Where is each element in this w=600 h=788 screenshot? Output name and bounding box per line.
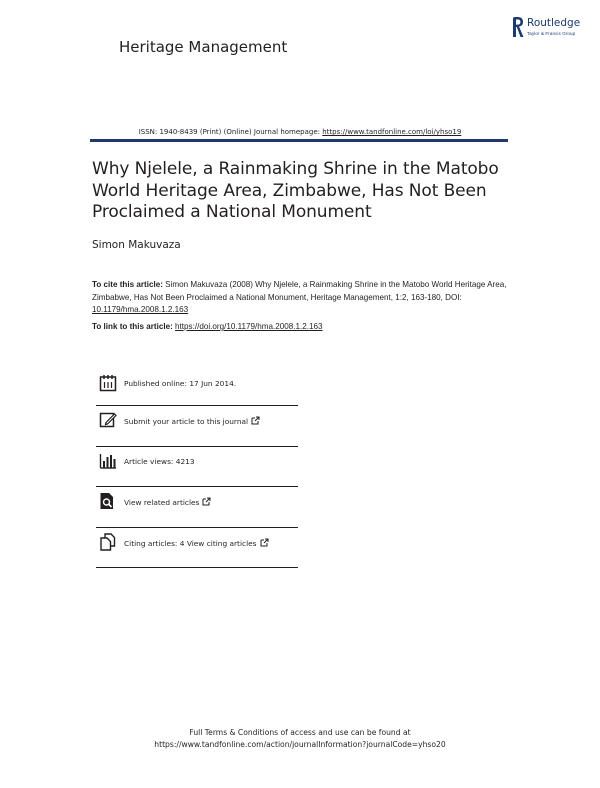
header-rule bbox=[90, 139, 508, 142]
footer-terms-url[interactable]: https://www.tandfonline.com/action/journalInformation?journalCode=yhso20 bbox=[154, 740, 446, 749]
search-document-icon bbox=[99, 492, 117, 510]
routledge-r-icon bbox=[511, 16, 525, 38]
external-link-icon bbox=[251, 416, 260, 425]
published-online-label: Published online: 17 Jun 2014. bbox=[124, 379, 237, 388]
link-label: To link to this article: bbox=[92, 322, 176, 331]
external-link-icon bbox=[202, 497, 211, 506]
related-articles-link[interactable]: View related articles bbox=[124, 497, 211, 507]
divider bbox=[96, 527, 298, 528]
article-doi-url[interactable]: https://doi.org/10.1179/hma.2008.1.2.163 bbox=[175, 322, 323, 331]
routledge-logo[interactable] bbox=[511, 16, 591, 42]
article-views-label: Article views: 4213 bbox=[124, 457, 195, 466]
divider bbox=[96, 567, 298, 568]
calendar-icon bbox=[99, 374, 117, 392]
divider bbox=[96, 405, 298, 406]
citation-block bbox=[92, 279, 512, 317]
journal-homepage-link[interactable]: https://www.tandfonline.com/loi/yhso19 bbox=[322, 128, 462, 136]
related-articles-row[interactable] bbox=[96, 492, 298, 532]
edit-submit-icon bbox=[99, 411, 117, 429]
bar-chart-icon bbox=[99, 452, 117, 470]
article-author: Simon Makuvaza bbox=[92, 239, 181, 251]
published-online-row bbox=[96, 374, 298, 414]
external-link-icon bbox=[260, 538, 269, 547]
citing-articles-link[interactable]: Citing articles: 4 View citing articles bbox=[124, 538, 269, 548]
issn-text: ISSN: 1940-8439 (Print) (Online) Journal homepage: bbox=[138, 128, 323, 136]
divider bbox=[96, 446, 298, 447]
citation-label: To cite this article: bbox=[92, 280, 163, 289]
citation-text: Simon Makuvaza (2008) Why Njelele, a Rainmaking Shrine in the Matobo World Heritage Area, Zimbabwe, Has Not Been Proclaimed a National Monument, Heritage Management, 1:2, 163-180, DOI: bbox=[92, 280, 507, 302]
article-link-line bbox=[92, 322, 323, 331]
footer-terms: Full Terms & Conditions of access and use can be found at bbox=[189, 728, 411, 737]
doi-link[interactable]: 10.1179/hma.2008.1.2.163 bbox=[92, 305, 189, 314]
publisher-tagline: Taylor & Francis Group bbox=[527, 31, 576, 36]
publisher-name: Routledge bbox=[527, 17, 581, 29]
submit-article-row[interactable] bbox=[96, 411, 298, 451]
article-title: Why Njelele, a Rainmaking Shrine in the Matobo World Heritage Area, Zimbabwe, Has Not Been Proclaimed a National Monument bbox=[92, 159, 499, 222]
submit-article-link[interactable]: Submit your article to this journal bbox=[124, 416, 260, 426]
copy-documents-icon bbox=[99, 533, 117, 551]
divider bbox=[96, 486, 298, 487]
journal-title: Heritage Management bbox=[119, 38, 288, 56]
issn-line bbox=[0, 128, 600, 136]
